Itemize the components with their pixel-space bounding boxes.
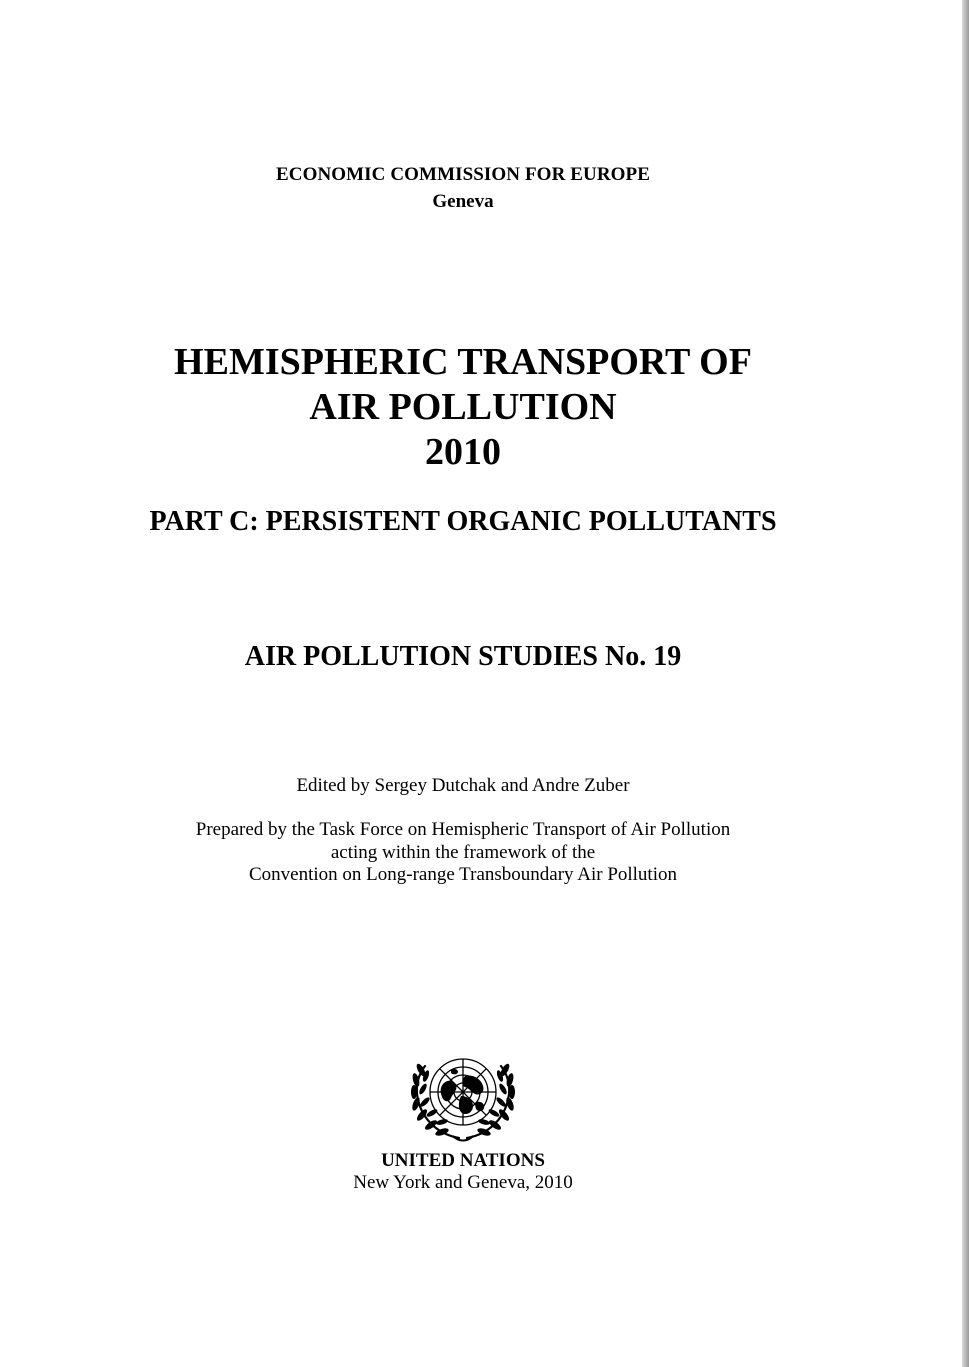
commission-name: ECONOMIC COMMISSION FOR EUROPE — [275, 164, 651, 185]
un-emblem-icon — [407, 1046, 519, 1144]
publication-place-year: New York and Geneva, 2010 — [353, 1172, 573, 1193]
title-line-1: HEMISPHERIC TRANSPORT OF — [174, 341, 752, 383]
title-year: 2010 — [425, 431, 501, 473]
publisher-name: UNITED NATIONS — [381, 1150, 545, 1171]
prepared-line-3: Convention on Long-range Transboundary Air Pollution — [248, 864, 677, 885]
prepared-line-1: Prepared by the Task Force on Hemispheric Transport of Air Pollution — [195, 819, 731, 840]
prepared-line-2: acting within the framework of the — [330, 841, 596, 863]
document-title — [0, 340, 926, 475]
prepared-by — [0, 819, 926, 887]
commission-city: Geneva — [432, 191, 494, 212]
editors-credit: Edited by Sergey Dutchak and Andre Zuber — [296, 775, 630, 796]
series-title: AIR POLLUTION STUDIES No. 19 — [244, 641, 682, 672]
page-edge-shadow — [962, 0, 969, 1367]
part-subtitle: PART C: PERSISTENT ORGANIC POLLUTANTS — [149, 506, 777, 537]
title-line-2: AIR POLLUTION — [309, 386, 617, 428]
